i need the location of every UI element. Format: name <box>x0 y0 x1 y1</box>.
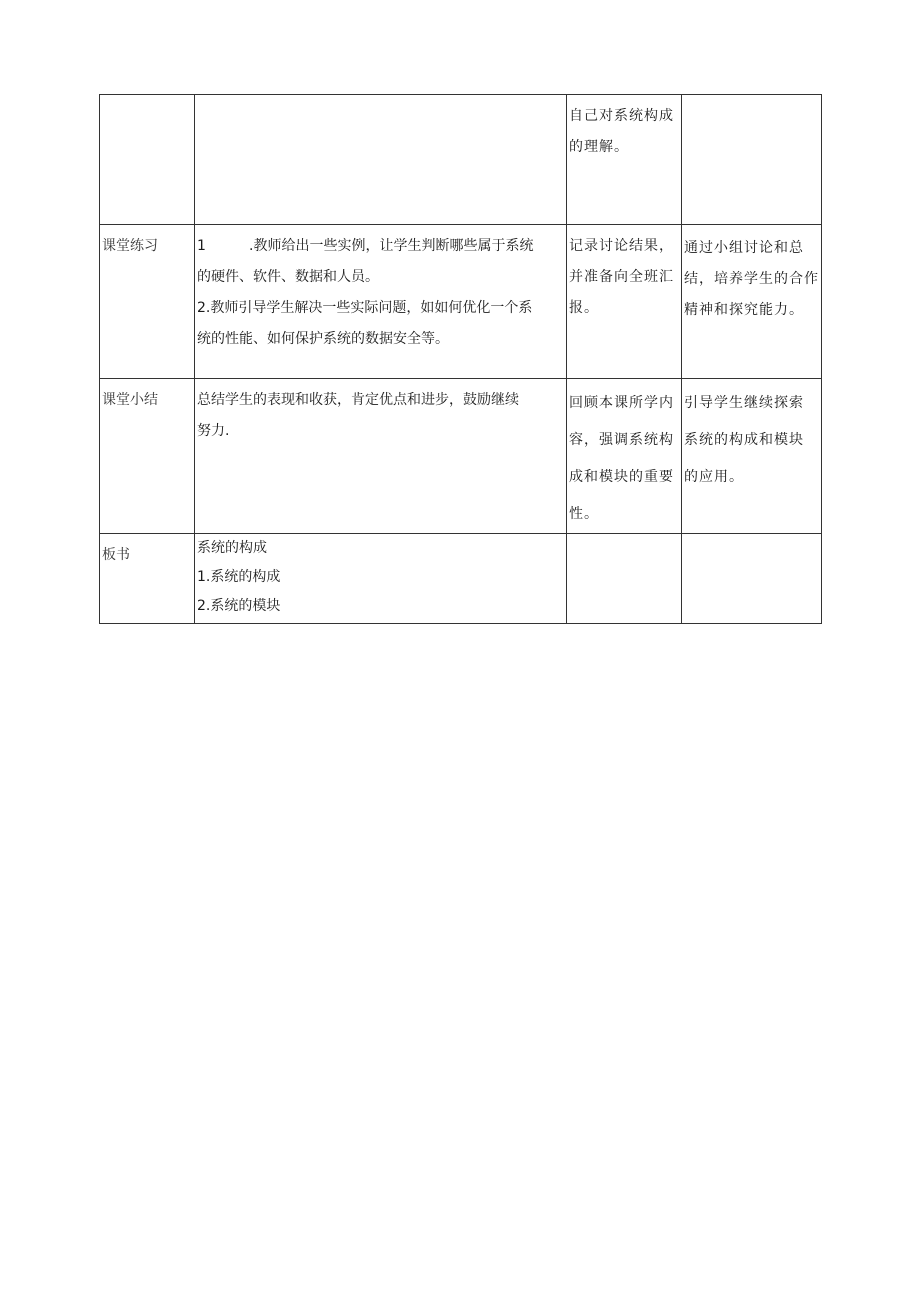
teacher-activity-line: 统的性能、如何保护系统的数据安全等。 <box>197 331 449 347</box>
student-activity-line: 性。 <box>569 506 599 522</box>
blackboard-line: 系统的构成 <box>197 540 267 556</box>
row-label-cell <box>100 225 195 379</box>
student-activity-cell <box>567 225 682 379</box>
student-activity-line: 容，强调系统构 <box>569 432 674 448</box>
design-intent-line: 的应用。 <box>684 469 744 485</box>
teacher-activity-cell <box>195 225 567 379</box>
design-intent-line: 精神和探究能力。 <box>684 302 804 318</box>
student-activity-line: 的理解。 <box>569 139 629 155</box>
student-activity-cell <box>567 534 682 624</box>
table-row <box>100 95 822 225</box>
student-activity-cell <box>567 95 682 225</box>
teacher-activity-line: 2.教师引导学生解决一些实际问题，如如何优化一个系 <box>197 300 533 316</box>
blackboard-line: 2.系统的模块 <box>197 598 281 614</box>
teacher-activity-line: 的硬件、软件、数据和人员。 <box>197 269 379 285</box>
design-intent-cell <box>682 95 822 225</box>
design-intent-line: 系统的构成和模块 <box>684 432 804 448</box>
student-activity-line: 回顾本课所学内 <box>569 395 674 411</box>
design-intent-line: 结，培养学生的合作 <box>684 271 819 287</box>
teacher-activity-line: 努力. <box>197 423 230 439</box>
teacher-activity-line: 总结学生的表现和收获，肯定优点和进步，鼓励继续 <box>197 392 519 408</box>
design-intent-line: 引导学生继续探索 <box>684 395 804 411</box>
teacher-activity-line: 1 .教师给出一些实例，让学生判断哪些属于系统 <box>197 231 564 262</box>
design-intent-cell <box>682 534 822 624</box>
teacher-activity-cell <box>195 379 567 534</box>
student-activity-line: 并准备向全班汇 <box>569 269 674 285</box>
blackboard-cell <box>195 534 567 624</box>
row-label-cell <box>100 379 195 534</box>
item-number: 1 <box>197 238 206 254</box>
table-row <box>100 225 822 379</box>
lesson-plan-table <box>99 94 822 624</box>
design-intent-cell <box>682 379 822 534</box>
blackboard-line: 1.系统的构成 <box>197 569 281 585</box>
student-activity-line: 成和模块的重要 <box>569 469 674 485</box>
design-intent-line: 通过小组讨论和总 <box>684 240 804 256</box>
student-activity-cell <box>567 379 682 534</box>
row-label: 课堂练习 <box>102 238 158 254</box>
row-label-cell <box>100 534 195 624</box>
student-activity-line: 报。 <box>569 300 599 316</box>
student-activity-line: 记录讨论结果， <box>569 238 674 254</box>
row-label-cell <box>100 95 195 225</box>
table-row <box>100 534 822 624</box>
student-activity-line: 自己对系统构成 <box>569 108 674 124</box>
row-label: 课堂小结 <box>102 392 158 408</box>
table-row <box>100 379 822 534</box>
design-intent-cell <box>682 225 822 379</box>
row-label: 板书 <box>102 547 130 563</box>
teacher-activity-cell <box>195 95 567 225</box>
